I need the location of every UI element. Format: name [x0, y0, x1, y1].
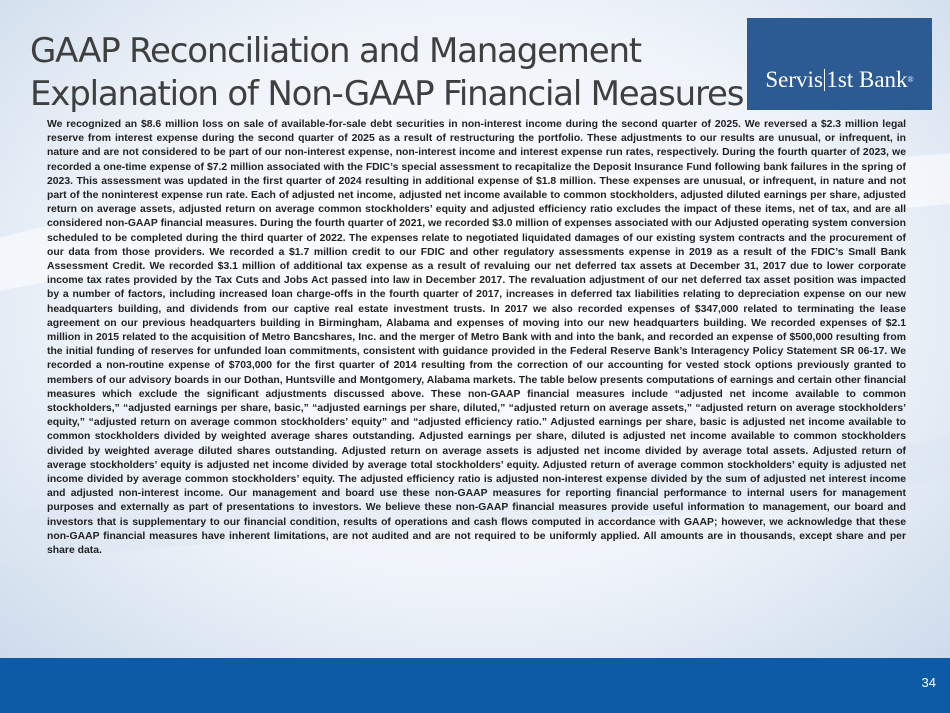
page-number: 34	[921, 675, 936, 690]
logo-text-servis: Servis	[765, 67, 823, 92]
servisfirst-bank-logo	[747, 18, 932, 110]
title-line-2: Explanation of Non-GAAP Financial Measures	[30, 74, 744, 114]
slide-title	[30, 30, 743, 116]
title-line-1: GAAP Reconciliation and Management	[30, 31, 641, 71]
body-paragraph: We recognized an $8.6 million loss on sale of available-for-sale debt securities in non-interest income during the second quarter of 2025. We reversed a $2.3 million legal reserve from interest expense during the second quarter of 2025 as a result of restructuring the portfolio. These adjustments to our results are unusual, or infrequent, in nature and are not considered to be part of our non-interest expense, non-interest income and interest expense run rates, respectively. During the fourth quarter of 2023, we recorded a one-time expense of $7.2 million associated with the FDIC’s special assessment to recapitalize the Deposit Insurance Fund following bank failures in the spring of 2023. This assessment was updated in the first quarter of 2024 resulting in additional expense of $1.8 million. These expenses are unusual, or infrequent, in nature and not part of the noninterest expense run rate. Each of adjusted net income, adjusted net income available to common stockholders, adjusted diluted earnings per share, adjusted return on average assets, adjusted return on average common stockholders’ equity and adjusted efficiency ratio excludes the impact of these items, net of tax, and are all considered non-GAAP financial measures. During the fourth quarter of 2021, we recorded $3.0 million of expenses associated with our Adjusted operating system conversion scheduled to be completed during the third quarter of 2022. The expenses relate to negotiated liquidated damages of our existing system contracts and the procurement of our data from those providers. We recorded a $1.7 million credit to our FDIC and other regulatory assessments expense in 2019 as a result of the FDIC’s Small Bank Assessment Credit. We recorded $3.1 million of additional tax expense as a result of revaluing our net deferred tax assets at December 31, 2017 due to lower corporate income tax rates provided by the Tax Cuts and Jobs Act passed into law in December 2017. The revaluation adjustment of our net deferred tax asset position was impacted by a number of factors, including increased loan charge-offs in the fourth quarter of 2017, increases in deferred tax liabilities relating to depreciation expense on our new headquarters building, and dividends from our captive real estate investment trusts. In 2017 we also recorded expenses of $347,000 related to terminating the lease agreement on our previous headquarters building in Birmingham, Alabama and expenses of moving into our new headquarters building. We recorded expenses of $2.1 million in 2015 related to the acquisition of Metro Bancshares, Inc. and the merger of Metro Bank with and into the bank, and recorded an expense of $500,000 resulting from the initial funding of reserves for unfunded loan commitments, consistent with guidance provided in the Federal Reserve Bank’s Interagency Policy Statement SR 06-17. We recorded a non-routine expense of $703,000 for the first quarter of 2014 resulting from the correction of our accounting for vested stock options previously granted to members of our advisory boards in our Dothan, Huntsville and Montgomery, Alabama markets. The table below presents computations of earnings and certain other financial measures which exclude the significant adjustments discussed above. These non-GAAP financial measures include “adjusted net income available to common stockholders,” “adjusted earnings per share, basic,” “adjusted earnings per share, diluted,” “adjusted return on average assets,” “adjusted return on average stockholders’ equity,” “adjusted return on average common stockholders’ equity” and “adjusted efficiency ratio.” Adjusted earnings per share, basic is adjusted net income available to common stockholders divided by weighted average shares outstanding. Adjusted earnings per share, diluted is adjusted net income available to common stockholders divided by weighted average diluted shares outstanding. Adjusted return on average assets is adjusted net income divided by average total assets. Adjusted return of average stockholders’ equity is adjusted net income divided by average total stockholders’ equity. Adjusted return of average common stockholders’ equity is adjusted net income divided by average common stockholders’ equity. The adjusted efficiency ratio is adjusted non-interest expense divided by the sum of adjusted net interest income and adjusted non-interest income. Our management and board use these non-GAAP measures for reporting financial performance to internal users for management purposes and externally as part of presentations to investors. We believe these non-GAAP financial measures provide useful information to management, our board and investors that is supplementary to our financial condition, results of operations and cash flows computed in accordance with GAAP; however, we acknowledge that these non-GAAP financial measures have inherent limitations, are not audited and are not required to be uniformly applied. All amounts are in thousands, except share and per share data.	[47, 119, 906, 557]
registered-mark: ®	[907, 75, 914, 84]
footer-bar	[0, 658, 950, 713]
logo-wordmark	[747, 67, 932, 93]
logo-text-first-bank: 1st Bank	[826, 67, 908, 92]
